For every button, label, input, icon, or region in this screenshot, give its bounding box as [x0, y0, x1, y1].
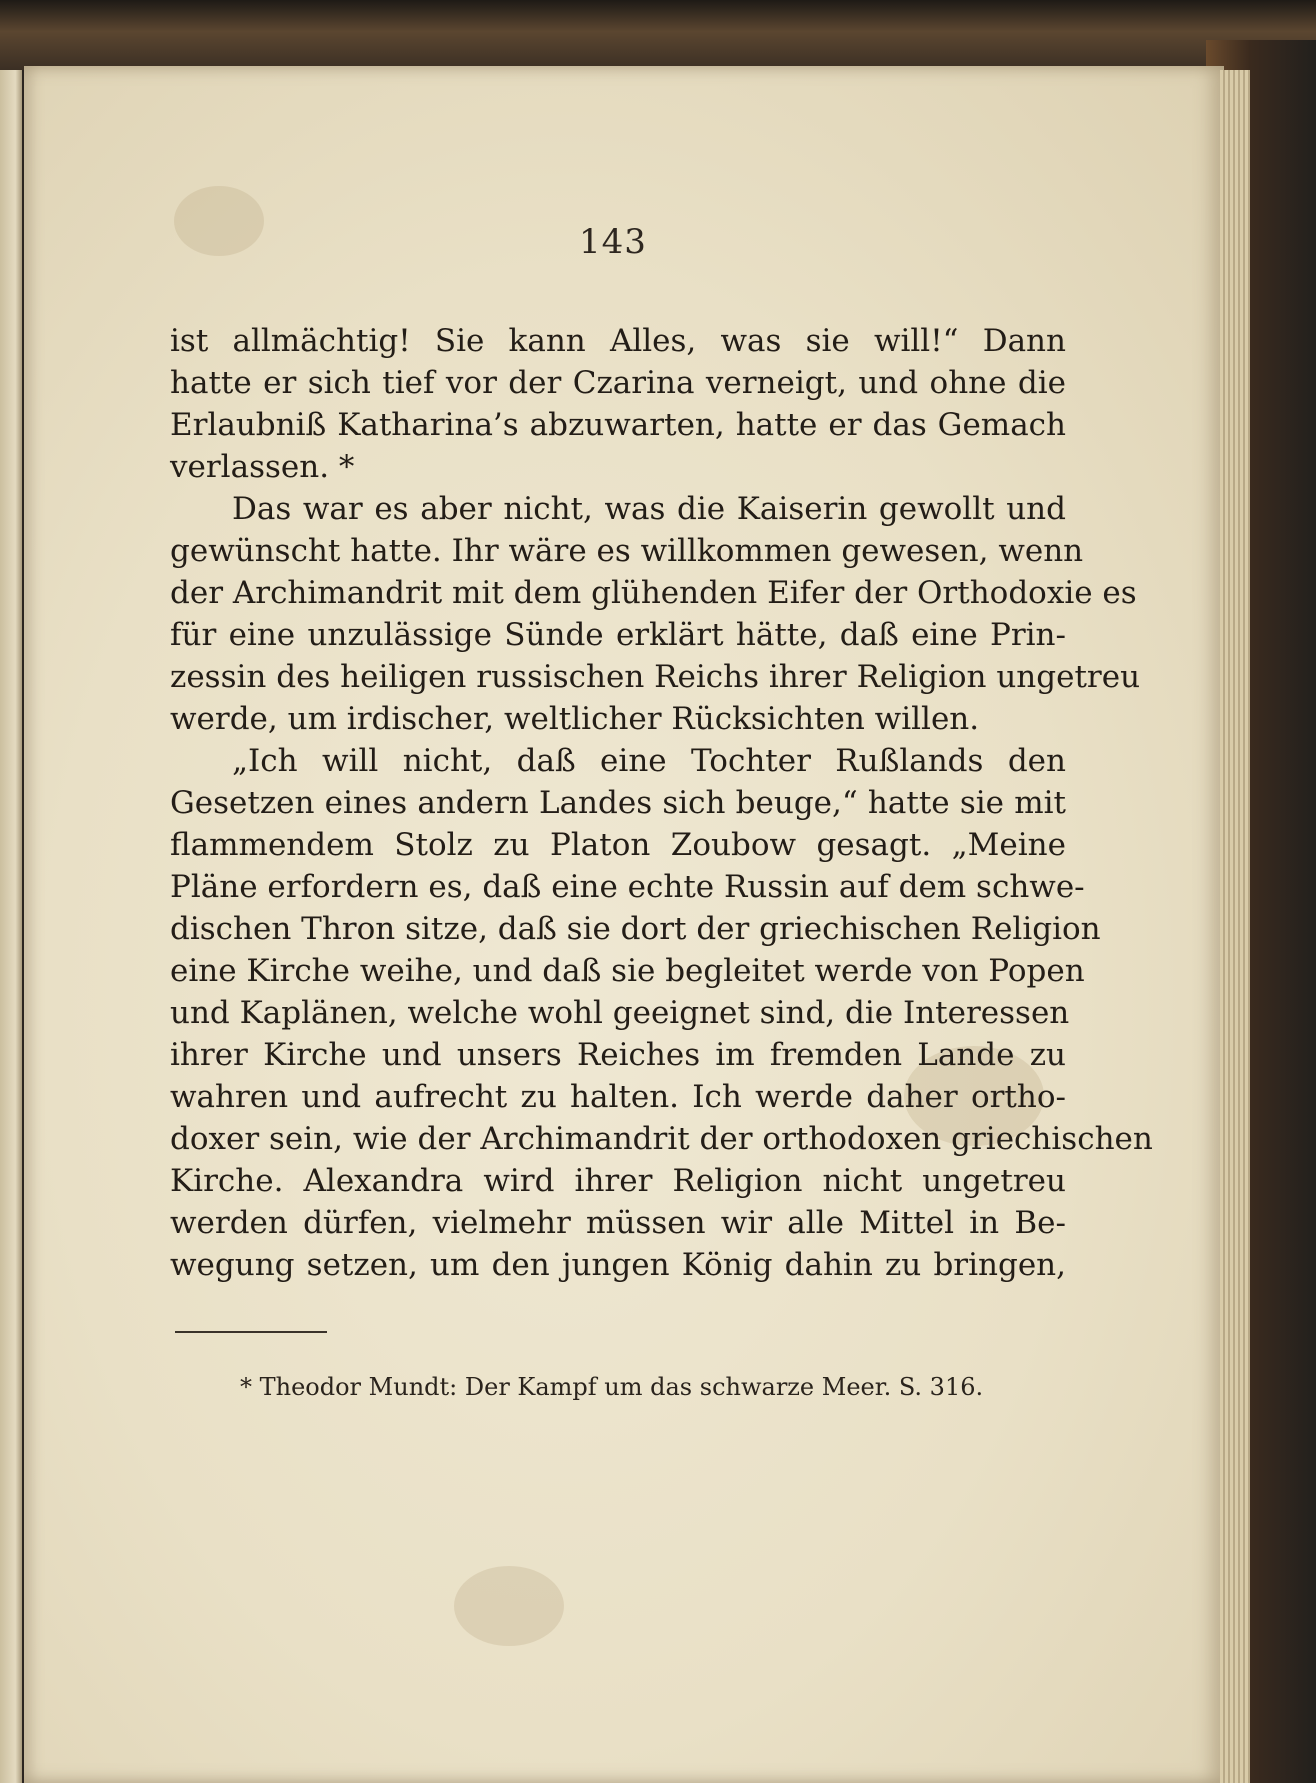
text-line: für eine unzulässige Sünde erklärt hätte, daß eine Prin-: [170, 617, 1066, 653]
text-line: der Archimandrit mit dem glühenden Eifer der Orthodoxie es: [170, 575, 1137, 611]
text-line: Kirche. Alexandra wird ihrer Religion nicht ungetreu: [170, 1163, 1066, 1199]
text-line: verlassen. *: [170, 449, 355, 485]
text-line: Erlaubniß Katharina’s abzuwarten, hatte er das Gemach: [170, 407, 1066, 443]
text-line: dischen Thron sitze, daß sie dort der griechischen Religion: [170, 911, 1101, 947]
text-line: werden dürfen, vielmehr müssen wir alle Mittel in Be-: [170, 1205, 1066, 1241]
footnote: * Theodor Mundt: Der Kampf um das schwarze Meer. S. 316.: [240, 1373, 984, 1401]
body-text: [170, 320, 1153, 1286]
text-line: ihrer Kirche und unsers Reiches im fremden Lande zu: [170, 1037, 1066, 1073]
text-line: Das war es aber nicht, was die Kaiserin gewollt und: [232, 491, 1066, 527]
text-line: gewünscht hatte. Ihr wäre es willkommen gewesen, wenn: [170, 533, 1084, 569]
text-line: doxer sein, wie der Archimandrit der orthodoxen griechischen: [170, 1121, 1153, 1157]
book-cover-top: [0, 0, 1316, 70]
text-line: werde, um irdischer, weltlicher Rücksichten willen.: [170, 701, 980, 737]
page-block-edges: [1220, 70, 1250, 1783]
text-line: zessin des heiligen russischen Reichs ihrer Religion ungetreu: [170, 659, 1141, 695]
previous-page-edge: [0, 70, 22, 1783]
text-line: eine Kirche weihe, und daß sie begleitet werde von Popen: [170, 953, 1085, 989]
text-line: wegung setzen, um den jungen König dahin zu bringen,: [170, 1247, 1066, 1283]
paper-stain: [454, 1566, 564, 1646]
text-line: ist allmächtig! Sie kann Alles, was sie will!“ Dann: [170, 323, 1066, 359]
text-line: Gesetzen eines andern Landes sich beuge,“ hatte sie mit: [170, 785, 1066, 821]
text-line: Pläne erfordern es, daß eine echte Russin auf dem schwe-: [170, 869, 1085, 905]
text-line: hatte er sich tief vor der Czarina verneigt, und ohne die: [170, 365, 1066, 401]
text-line: und Kaplänen, welche wohl geeignet sind, die Interessen: [170, 995, 1070, 1031]
footnote-rule: [175, 1331, 327, 1333]
page-number: 143: [579, 222, 647, 262]
text-line: wahren und aufrecht zu halten. Ich werde daher ortho-: [170, 1079, 1066, 1115]
text-line: flammendem Stolz zu Platon Zoubow gesagt. „Meine: [170, 827, 1066, 863]
text-line: „Ich will nicht, daß eine Tochter Rußlands den: [232, 743, 1066, 779]
